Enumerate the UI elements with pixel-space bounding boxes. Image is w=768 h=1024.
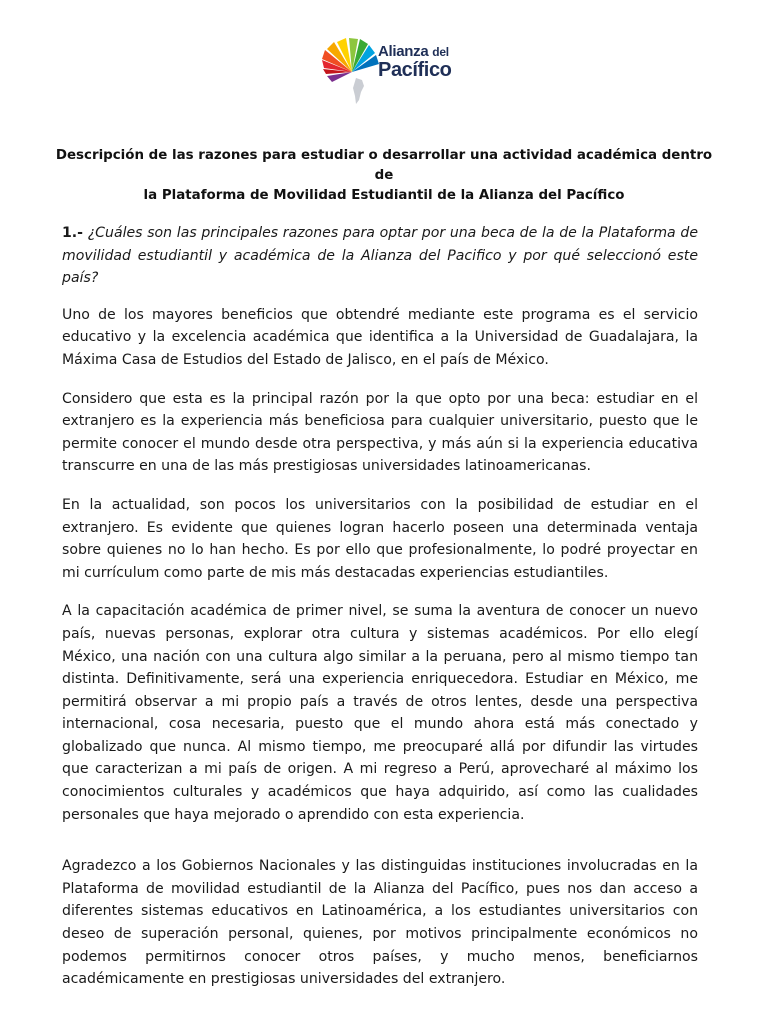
document-title <box>50 146 718 206</box>
logo-text-del: del <box>432 45 449 59</box>
paragraph-5: Agradezco a los Gobiernos Nacionales y las distinguidas instituciones involucradas en la Plataforma de movilidad estudiantil de la Alianza del Pacífico, pues nos dan acceso a diferentes sistemas educativos en Latinoamérica, a los estudiantes universitarios con deseo de superación personal, quienes, por motivos principalmente económicos no podemos permitirnos conocer otros países, y mucho menos, beneficiarnos académicamente en prestigiosas universidades del extranjero. <box>62 858 698 988</box>
alianza-del-pacifico-logo <box>316 30 466 110</box>
document-body <box>62 222 698 1007</box>
logo-text-pacifico: Pacífico <box>378 59 452 81</box>
logo-emblem-icon <box>316 30 382 110</box>
paragraph-1: Uno de los mayores beneficios que obtendré mediante este programa es el servicio educativo y la excelencia académica que identifica a la Universidad de Guadalajara, la Máxima Casa de Estudios del Estado de Jalisco, en el país de México. <box>62 306 698 368</box>
paragraph-4: A la capacitación académica de primer nivel, se suma la aventura de conocer un nuevo país, nuevas personas, explorar otra cultura y sistemas académicos. Por ello elegí México, una nación con una cultura algo similar a la peruana, pero al mismo tiempo tan distinta. Definitivamente, será una experiencia enriquecedora. Estudiar en México, me permitirá observar a mi propio país a través de otros lentes, desde una perspectiva internacional, cosa necesaria, puesto que el mundo ahora está más conectado y globalizado que nunca. Al mismo tiempo, me preocuparé allá por difundir las virtudes que caracterizan a mi país de origen. A mi regreso a Perú, aprovecharé al máximo los conocimientos culturales y académicos que haya adquirido, así como las cualidades personales que haya mejorado o aprendido con esta experiencia. <box>62 603 698 823</box>
question-number: 1.- <box>62 225 84 241</box>
question <box>62 222 698 290</box>
question-text: ¿Cuáles son las principales razones para optar por una beca de la de la Plataforma de movilidad estudiantil y académica de la Alianza del Pacifico y por qué seleccionó este país? <box>62 225 698 287</box>
paragraph-2: Considero que esta es la principal razón por la que opto por una beca: estudiar en el extranjero es la experiencia más beneficiosa para cualquier universitario, puesto que le permite conocer el mundo desde otra perspectiva, y más aún si la experiencia educativa transcurre en una de las más prestigiosas universidades latinoamericanas. <box>62 390 698 475</box>
title-line-2: la Plataforma de Movilidad Estudiantil de la Alianza del Pacífico <box>143 188 625 203</box>
logo-wordmark <box>378 44 452 80</box>
logo-text-alianza: Alianza <box>378 43 429 60</box>
paragraph-3: En la actualidad, son pocos los universitarios con la posibilidad de estudiar en el extranjero. Es evidente que quienes logran hacerlo poseen una determinada ventaja sobre quienes no lo han hecho. Es por ello que profesionalmente, lo podré proyectar en mi currículum como parte de mis más destacadas experiencias estudiantiles. <box>62 496 698 581</box>
title-line-1: Descripción de las razones para estudiar o desarrollar una actividad académica dentro de <box>55 148 713 183</box>
